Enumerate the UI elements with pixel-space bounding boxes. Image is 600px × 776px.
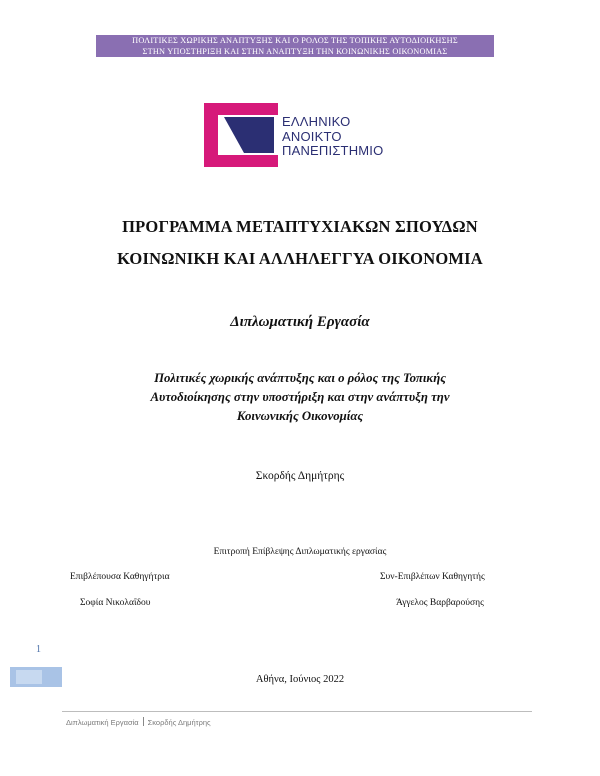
header-band: [96, 35, 494, 57]
program-line-2: ΚΟΙΝΩΝΙΚΗ ΚΑΙ ΑΛΛΗΛΕΓΓΥΑ ΟΙΚΟΝΟΜΙΑ: [117, 249, 483, 268]
header-line-2: ΣΤΗΝ ΥΠΟΣΤΗΡΙΞΗ ΚΑΙ ΣΤΗΝ ΑΝΑΠΤΥΞΗ ΤΗΝ ΚΟΙΝΩΝΙΚΗΣ ΟΙΚΟΝΟΜΙΑΣ: [142, 47, 448, 56]
author-name: Σκορδής Δημήτρης: [255, 470, 345, 482]
program-title: [0, 211, 600, 275]
side-marker: 1: [36, 644, 41, 655]
logo-text-line-2: ΑΝΟΙΚΤΟ: [282, 128, 342, 144]
footer-left: Διπλωματική Εργασία: [66, 718, 139, 727]
thesis-title-line-2: Αυτοδιοίκησης στην υποστήριξη και στην ανάπτυξη την: [150, 390, 450, 404]
supervisor-role: Επιβλέπουσα Καθηγήτρια: [70, 572, 170, 582]
footer-separator: [143, 717, 144, 726]
committee-title: Επιτροπή Επίβλεψης Διπλωματικής εργασίας: [213, 547, 387, 557]
thesis-title-line-1: Πολιτικές χωρικής ανάπτυξης και ο ρόλος της Τοπικής: [154, 371, 446, 385]
footer-right: Σκορδής Δημήτρης: [147, 718, 211, 727]
thesis-title: [0, 369, 600, 426]
logo-navy-shape: [224, 117, 274, 153]
logo-text: [282, 115, 383, 159]
thesis-title-line-3: Κοινωνικής Οικονομίας: [236, 409, 364, 423]
footer-divider: [62, 711, 532, 712]
logo-text-line-1: ΕΛΛΗΝΙΚΟ: [282, 114, 351, 129]
co-supervisor-name: Άγγελος Βαρβαρούσης: [396, 598, 484, 608]
program-line-1: ΠΡΟΓΡΑΜΜΑ ΜΕΤΑΠΤΥΧΙΑΚΩΝ ΣΠΟΥΔΩΝ: [122, 217, 478, 236]
header-line-1: ΠΟΛΙΤΙΚΕΣ ΧΩΡΙΚΗΣ ΑΝΑΠΤΥΞΗΣ ΚΑΙ Ο ΡΟΛΟΣ ΤΗΣ ΤΟΠΙΚΗΣ ΑΥΤΟΔΙΟΙΚΗΣΗΣ: [132, 36, 458, 45]
supervisor-name: Σοφία Νικολαΐδου: [80, 598, 151, 608]
co-supervisor-role: Συν-Επιβλέπων Καθηγητής: [380, 572, 485, 582]
thesis-type: Διπλωματική Εργασία: [230, 314, 370, 330]
place-date: Αθήνα, Ιούνιος 2022: [255, 674, 345, 685]
logo-text-line-3: ΠΑΝΕΠΙΣΤΗΜΙΟ: [282, 143, 384, 158]
page-footer: [66, 717, 211, 727]
